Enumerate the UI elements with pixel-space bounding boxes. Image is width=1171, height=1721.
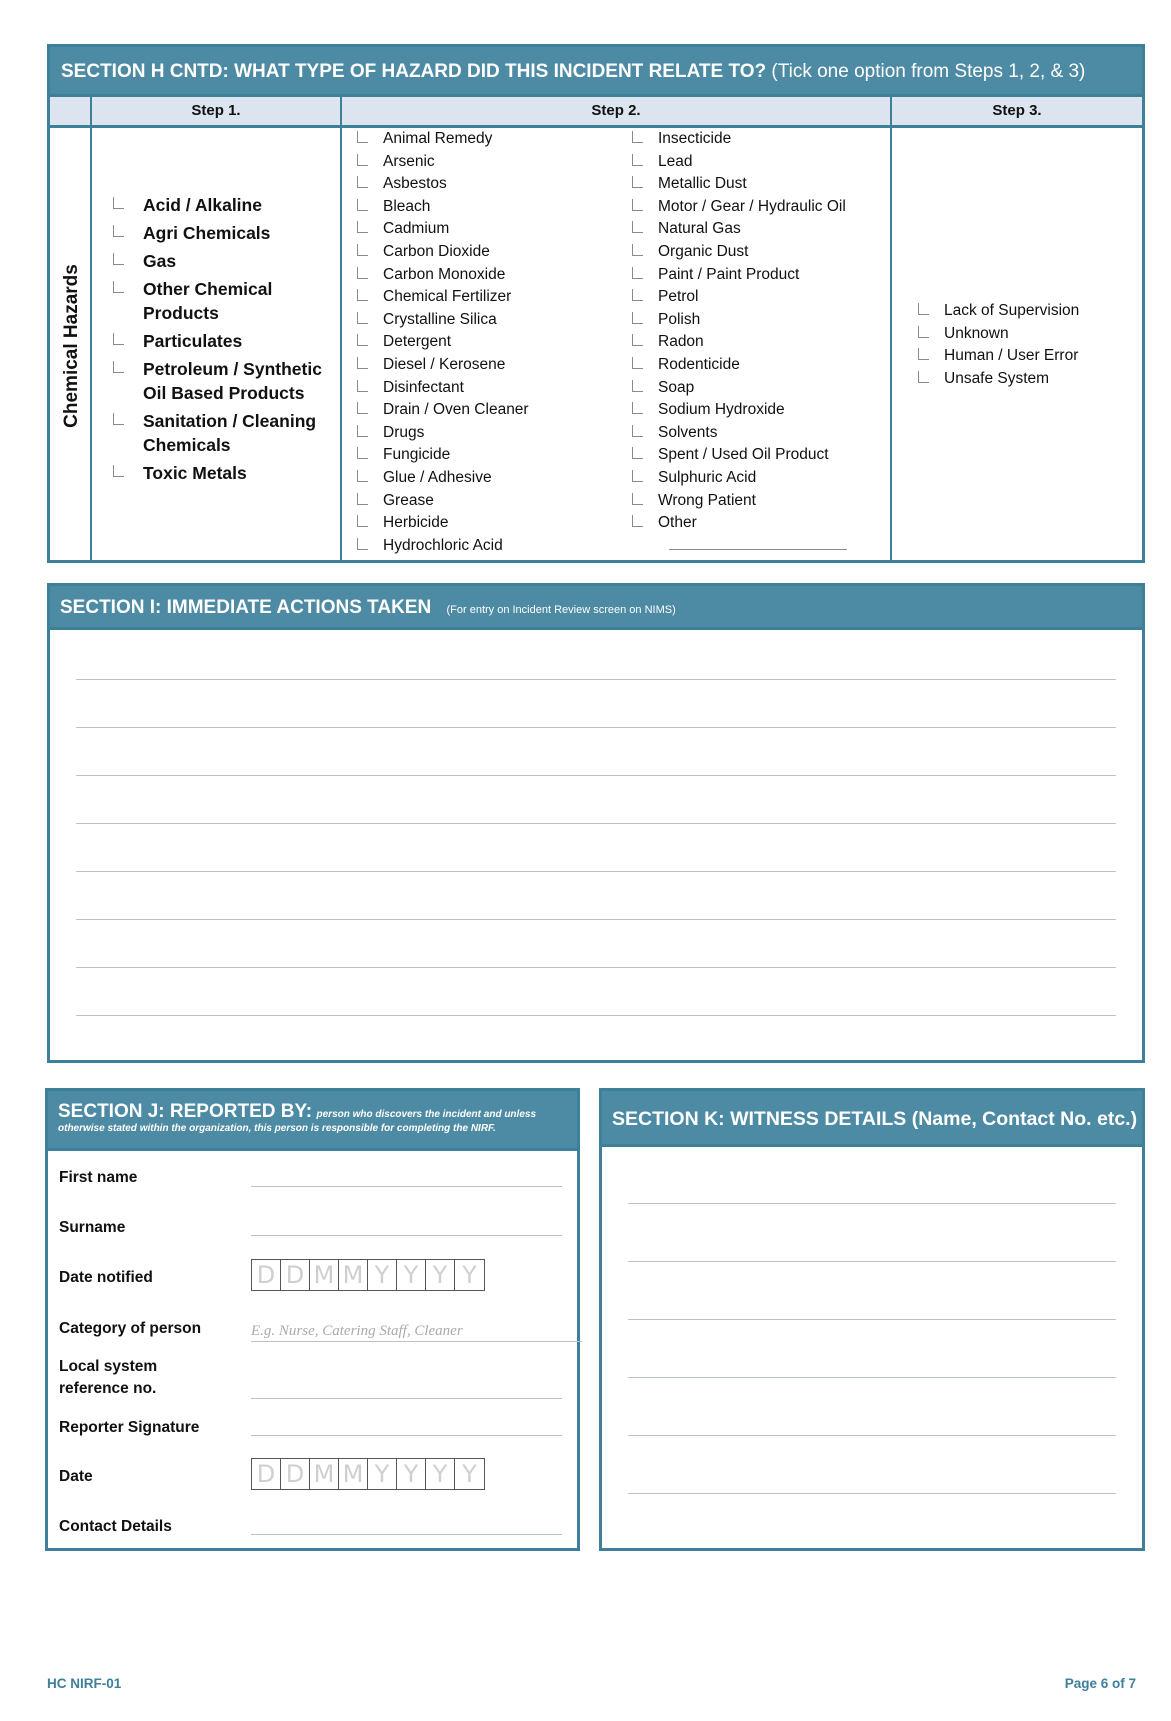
checkbox-icon[interactable]: [113, 281, 124, 293]
step2-option[interactable]: Chemical Fertilizer: [357, 286, 529, 309]
step2-option[interactable]: Petrol: [632, 286, 846, 309]
step2-option[interactable]: Arsenic: [357, 151, 529, 174]
step2-option[interactable]: Soap: [632, 377, 846, 400]
checkbox-icon[interactable]: [632, 154, 643, 166]
checkbox-icon[interactable]: [357, 402, 368, 414]
checkbox-icon[interactable]: [357, 289, 368, 301]
step2-option[interactable]: Grease: [357, 490, 529, 513]
writing-line[interactable]: [76, 679, 1116, 680]
category-of-person-label: Category of person: [59, 1320, 202, 1337]
step2-option[interactable]: Rodenticide: [632, 354, 846, 377]
form-code: HC NIRF-01: [47, 1676, 122, 1691]
checkbox-icon[interactable]: [357, 154, 368, 166]
section-i: [47, 583, 1145, 1063]
section-j-header: [48, 1091, 577, 1151]
step1-option[interactable]: Gas: [113, 249, 338, 273]
surname-label: Surname: [59, 1219, 126, 1236]
step1-option[interactable]: Other Chemical Products: [113, 277, 338, 325]
section-j-description: person who discovers the incident and unless: [316, 1109, 537, 1120]
section-k: [599, 1088, 1145, 1551]
writing-line[interactable]: [76, 1015, 1116, 1016]
step3-option[interactable]: Lack of Supervision: [918, 300, 1079, 323]
date-notified-field[interactable]: D D M M Y Y Y Y: [251, 1259, 485, 1291]
checkbox-icon[interactable]: [632, 199, 643, 211]
step3-option[interactable]: Human / User Error: [918, 345, 1079, 368]
checkbox-icon[interactable]: [632, 425, 643, 437]
step2-option[interactable]: Polish: [632, 309, 846, 332]
checkbox-icon[interactable]: [357, 267, 368, 279]
writing-line[interactable]: [76, 823, 1116, 824]
step2-option[interactable]: Insecticide: [632, 128, 846, 151]
writing-line[interactable]: [628, 1377, 1116, 1378]
section-h: [47, 44, 1145, 563]
chemical-hazards-label: Chemical Hazards: [61, 263, 82, 428]
step2-list-col1: [357, 128, 529, 557]
column-divider: [890, 97, 892, 560]
section-h-subtitle: (Tick one option from Steps 1, 2, & 3): [771, 61, 1086, 82]
step1-option[interactable]: Sanitation / Cleaning Chemicals: [113, 409, 338, 457]
step2-option[interactable]: Fungicide: [357, 444, 529, 467]
step-header-row: [50, 97, 1142, 128]
step2-option[interactable]: Glue / Adhesive: [357, 467, 529, 490]
step1-option[interactable]: Toxic Metals: [113, 461, 338, 485]
checkbox-icon[interactable]: [918, 371, 929, 383]
step2-option[interactable]: Drugs: [357, 422, 529, 445]
writing-line[interactable]: [628, 1319, 1116, 1320]
checkbox-icon[interactable]: [113, 465, 124, 477]
checkbox-icon[interactable]: [357, 244, 368, 256]
checkbox-icon[interactable]: [357, 357, 368, 369]
writing-line[interactable]: [628, 1261, 1116, 1262]
checkbox-icon[interactable]: [632, 131, 643, 143]
checkbox-icon[interactable]: [113, 333, 124, 345]
step2-option[interactable]: Bleach: [357, 196, 529, 219]
writing-line[interactable]: [76, 727, 1116, 728]
section-i-note: (For entry on Incident Review screen on NIMS): [446, 604, 676, 616]
date-field[interactable]: D D M M Y Y Y Y: [251, 1458, 485, 1490]
step2-option[interactable]: Detergent: [357, 331, 529, 354]
checkbox-icon[interactable]: [113, 253, 124, 265]
checkbox-icon[interactable]: [357, 493, 368, 505]
first-name-label: First name: [59, 1169, 138, 1186]
step2-option[interactable]: Wrong Patient: [632, 490, 846, 513]
step1-option[interactable]: Acid / Alkaline: [113, 193, 338, 217]
checkbox-icon[interactable]: [357, 515, 368, 527]
contact-details-field[interactable]: [251, 1534, 562, 1535]
other-specify-line[interactable]: [669, 549, 847, 550]
writing-line[interactable]: [628, 1203, 1116, 1204]
checkbox-icon[interactable]: [632, 470, 643, 482]
step3-header: Step 3.: [992, 102, 1042, 119]
local-reference-label: Local system reference no.: [59, 1358, 158, 1397]
checkbox-icon[interactable]: [918, 348, 929, 360]
step2-header: Step 2.: [591, 102, 641, 119]
checkbox-icon[interactable]: [113, 361, 124, 373]
step1-list: [113, 193, 338, 485]
checkbox-icon[interactable]: [113, 197, 124, 209]
step2-option[interactable]: Crystalline Silica: [357, 309, 529, 332]
checkbox-icon[interactable]: [632, 334, 643, 346]
checkbox-icon[interactable]: [357, 334, 368, 346]
checkbox-icon[interactable]: [632, 447, 643, 459]
step2-option[interactable]: Metallic Dust: [632, 173, 846, 196]
checkbox-icon[interactable]: [918, 326, 929, 338]
contact-details-label: Contact Details: [59, 1518, 172, 1535]
writing-line[interactable]: [76, 871, 1116, 872]
writing-line[interactable]: [76, 967, 1116, 968]
step2-option[interactable]: Spent / Used Oil Product: [632, 444, 846, 467]
checkbox-icon[interactable]: [357, 312, 368, 324]
step2-option[interactable]: Animal Remedy: [357, 128, 529, 151]
step1-option[interactable]: Agri Chemicals: [113, 221, 338, 245]
column-divider: [340, 97, 342, 560]
checkbox-icon[interactable]: [632, 267, 643, 279]
step2-option[interactable]: Lead: [632, 151, 846, 174]
section-j-title: SECTION J: REPORTED BY:: [58, 1101, 313, 1122]
reporter-signature-label: Reporter Signature: [59, 1419, 200, 1436]
step2-option[interactable]: Cadmium: [357, 218, 529, 241]
checkbox-icon[interactable]: [113, 225, 124, 237]
step2-option[interactable]: Carbon Monoxide: [357, 264, 529, 287]
checkbox-icon[interactable]: [632, 289, 643, 301]
first-name-field[interactable]: [251, 1186, 562, 1187]
writing-line[interactable]: [76, 775, 1116, 776]
step2-option[interactable]: Solvents: [632, 422, 846, 445]
checkbox-icon[interactable]: [632, 312, 643, 324]
step2-option[interactable]: Drain / Oven Cleaner: [357, 399, 529, 422]
page-number: Page 6 of 7: [1064, 1676, 1136, 1691]
step2-option[interactable]: Other: [632, 512, 846, 535]
checkbox-icon[interactable]: [632, 380, 643, 392]
step2-option[interactable]: Sodium Hydroxide: [632, 399, 846, 422]
checkbox-icon[interactable]: [918, 303, 929, 315]
step2-option[interactable]: Herbicide: [357, 512, 529, 535]
step2-list-col2: [632, 128, 846, 535]
local-reference-field[interactable]: [251, 1398, 562, 1399]
section-j: [45, 1088, 580, 1551]
step2-option[interactable]: Natural Gas: [632, 218, 846, 241]
section-h-title: SECTION H CNTD: WHAT TYPE OF HAZARD DID THIS INCIDENT RELATE TO?: [61, 61, 767, 82]
checkbox-icon[interactable]: [632, 176, 643, 188]
checkbox-icon[interactable]: [357, 425, 368, 437]
checkbox-icon[interactable]: [632, 402, 643, 414]
date-notified-label: Date notified: [59, 1269, 153, 1286]
checkbox-icon[interactable]: [357, 538, 368, 550]
step2-option[interactable]: Radon: [632, 331, 846, 354]
step2-option[interactable]: Carbon Dioxide: [357, 241, 529, 264]
date-label: Date: [59, 1468, 93, 1485]
checkbox-icon[interactable]: [357, 470, 368, 482]
section-j-description: otherwise stated within the organization, this person is responsible for completing the NIRF.: [58, 1123, 496, 1134]
checkbox-icon[interactable]: [357, 176, 368, 188]
checkbox-icon[interactable]: [357, 131, 368, 143]
step1-header: Step 1.: [191, 102, 241, 119]
section-k-header: [602, 1091, 1142, 1147]
writing-line[interactable]: [628, 1493, 1116, 1494]
section-i-header: [50, 586, 1142, 630]
step3-option[interactable]: Unsafe System: [918, 368, 1079, 391]
section-k-title: SECTION K: WITNESS DETAILS (Name, Contact No. etc.): [612, 1108, 1138, 1130]
step1-option[interactable]: Petroleum / Synthetic Oil Based Products: [113, 357, 338, 405]
writing-line[interactable]: [628, 1435, 1116, 1436]
checkbox-icon[interactable]: [357, 221, 368, 233]
checkbox-icon[interactable]: [357, 447, 368, 459]
step2-option[interactable]: Diesel / Kerosene: [357, 354, 529, 377]
reporter-signature-field[interactable]: [251, 1435, 562, 1436]
checkbox-icon[interactable]: [113, 413, 124, 425]
checkbox-icon[interactable]: [632, 357, 643, 369]
checkbox-icon[interactable]: [632, 515, 643, 527]
step3-list: [918, 300, 1079, 390]
step2-option[interactable]: Motor / Gear / Hydraulic Oil: [632, 196, 846, 219]
section-h-header: [50, 47, 1142, 97]
checkbox-icon[interactable]: [632, 244, 643, 256]
step2-option[interactable]: Hydrochloric Acid: [357, 535, 529, 558]
section-i-title: SECTION I: IMMEDIATE ACTIONS TAKEN: [60, 597, 432, 618]
surname-field[interactable]: [251, 1235, 562, 1236]
step2-option[interactable]: Asbestos: [357, 173, 529, 196]
checkbox-icon[interactable]: [357, 199, 368, 211]
writing-line[interactable]: [76, 919, 1116, 920]
category-of-person-field[interactable]: E.g. Nurse, Catering Staff, Cleaner: [251, 1321, 582, 1342]
step2-option[interactable]: Disinfectant: [357, 377, 529, 400]
checkbox-icon[interactable]: [632, 493, 643, 505]
step2-option[interactable]: Organic Dust: [632, 241, 846, 264]
checkbox-icon[interactable]: [632, 221, 643, 233]
step3-option[interactable]: Unknown: [918, 323, 1079, 346]
checkbox-icon[interactable]: [357, 380, 368, 392]
step1-option[interactable]: Particulates: [113, 329, 338, 353]
step2-option[interactable]: Sulphuric Acid: [632, 467, 846, 490]
step2-option[interactable]: Paint / Paint Product: [632, 264, 846, 287]
